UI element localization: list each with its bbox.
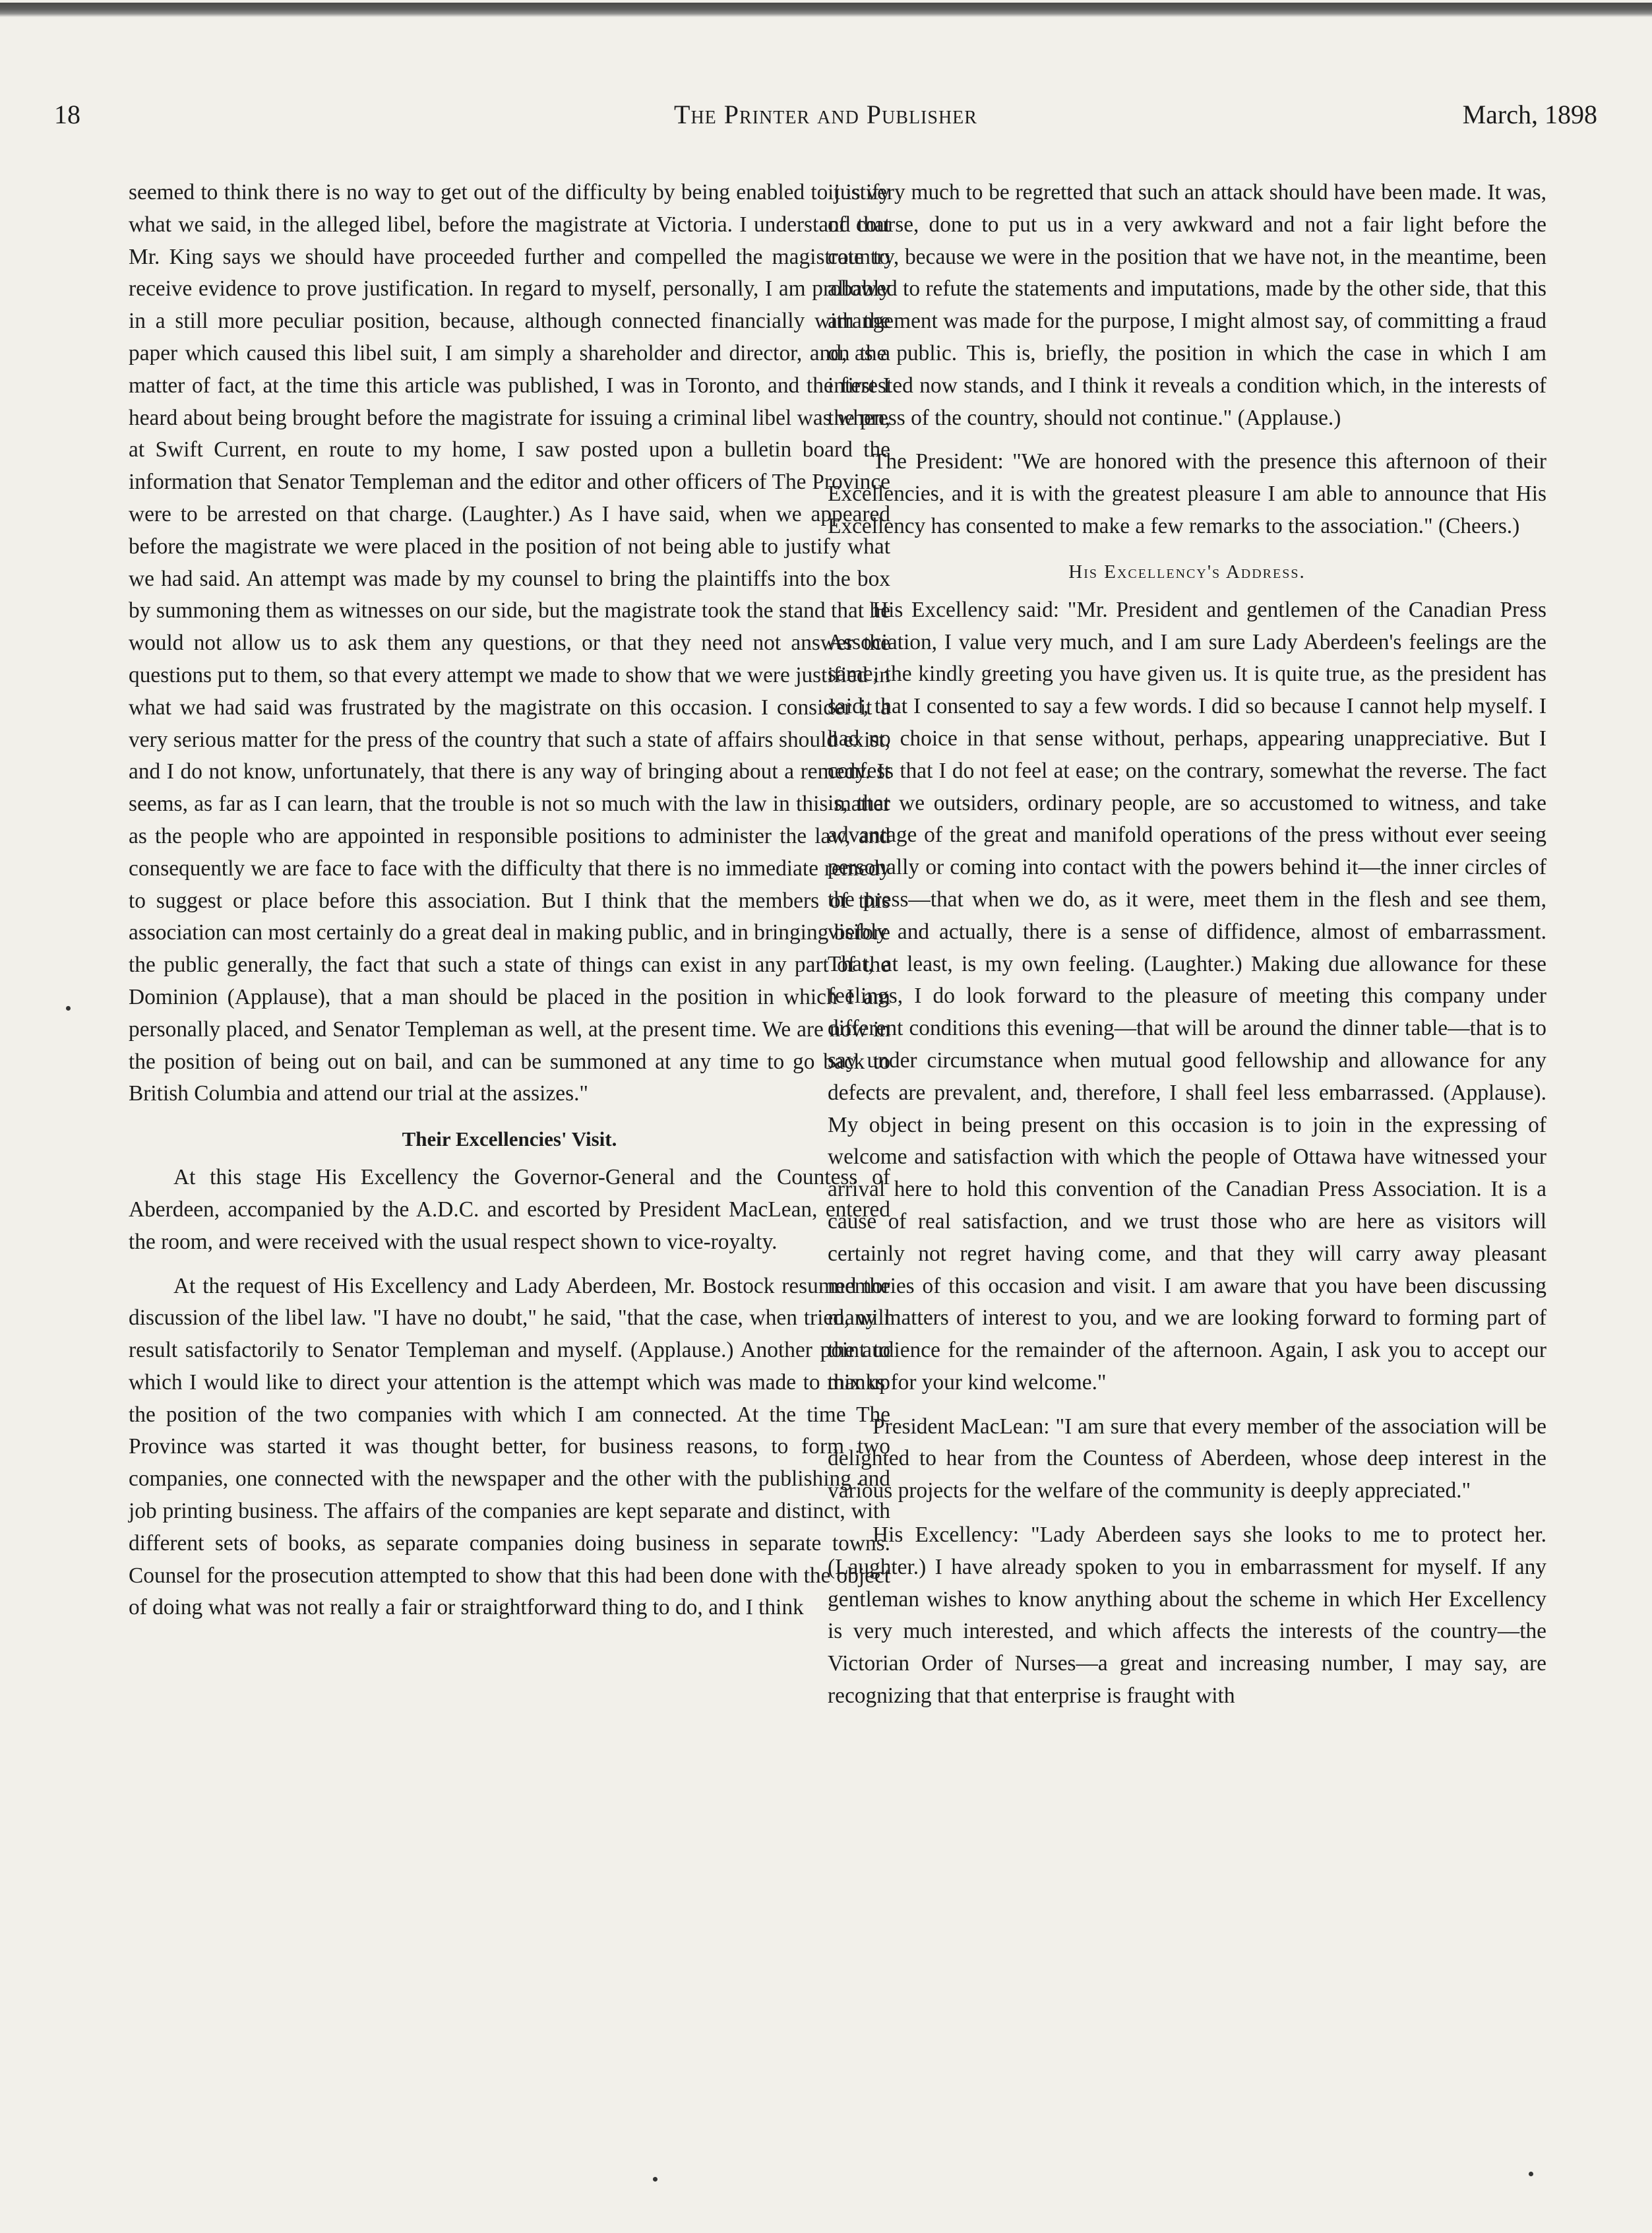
- page-number: 18: [54, 100, 80, 129]
- ink-speck: [66, 1006, 71, 1011]
- section-heading-address: His Excellency's Address.: [1068, 561, 1306, 582]
- paragraph: His Excellency: "Lady Aberdeen says she looks to me to protect her. (Laughter.) I have already spoken to you in embarrassment for myself. If any gentleman wishes to know anything about the scheme in which Her Excellency is very much interested, and which affects the interests of the country—the Victorian Order of Nurses—a great and increasing number, I may say, are recognizing that that enterprise is fraught with: [828, 1523, 1546, 1709]
- paragraph: President MacLean: "I am sure that every member of the association will be delighted to hear from the Countess of Aberdeen, whose deep interest in the various projects for the welfare of the community is deeply appreciated.": [828, 1414, 1546, 1503]
- ink-speck: [1529, 2172, 1533, 2176]
- paragraph: His Excellency said: "Mr. President and gentlemen of the Canadian Press Association, I value very much, and I am sure Lady Aberdeen's feelings are the same, the kindly greeting you have given us. It is quite true, as the president has said, that I consented to say a few words. I did so because I cannot help myself. I had no choice in that sense without, perhaps, appearing unappreciative. But I confess that I do not feel at ease; on the contrary, somewhat the reverse. The fact is, that we outsiders, ordinary people, are so accustomed to witness, and take advantage of the great and manifold operations of the press without ever seeing personally or coming into contact with the powers behind it—the inner circles of the press—that when we do, as it were, meet them in the flesh and see them, visibly and actually, there is a sense of diffidence, almost of embarrassment. That, at least, is my own feeling. (Laughter.) Making due allowance for these feelings, I do look forward to the pleasure of meeting this company under different conditions this evening—that will be around the dinner table—that is to say under circumstance when mutual good fellowship and allowance for any defects are prevalent, and, therefore, I shall feel less embarrassed. (Applause). My object in being present on this occasion is to join in the expressing of welcome and satisfaction with which the people of Ottawa have witnessed your arrival here to hold this convention of the Canadian Press Association. It is a cause of real satisfaction, and we trust those who are here as visitors will certainly not regret having come, and that they will carry away pleasant memories of this occasion and visit. I am aware that you have been discussing many matters of interest to you, and we are looking forward to forming part of the audience for the remainder of the afternoon. Again, I ask you to accept our thanks for your kind welcome.": [828, 597, 1546, 1395]
- top-border-rule: [0, 3, 1652, 17]
- paragraph: seemed to think there is no way to get out of the difficulty by being enabled to justify what we said, in the alleged libel, before the magistrate at Victoria. I understand that Mr. King says we should have proceeded further and compelled the magistrate to receive evidence to prove justification. In regard to myself, personally, I am probably in a still more peculiar position, because, although connected financially with the paper which caused this libel suit, I am simply a shareholder and director, and, as a matter of fact, at the time this article was published, I was in Toronto, and the first I heard about being brought before the magistrate for issuing a criminal libel was when, at Swift Current, en route to my home, I saw posted upon a bulletin board the information that Senator Templeman and the editor and other officers of The Province were to be arrested on that charge. (Laughter.) As I have said, when we appeared before the magistrate we were placed in the position of not being able to justify what we had said. An attempt was made by my counsel to bring the plaintiffs into the box by summoning them as witnesses on our side, but the magistrate took the stand that he would not allow us to ask them any questions, or that they need not answer the questions put to them, so that every attempt we made to show that we were justified in what we had said was frustrated by the magistrate on this occasion. I consider it a very serious matter for the press of the country that such a state of affairs should exist, and I do not know, unfortunately, that there is any way of bringing about a remedy. It seems, as far as I can learn, that the trouble is not so much with the law in this matter as the people who are appointed in responsible positions to administer the law, and consequently we are face to face with the difficulty that there is no immediate remedy to suggest or place before this association. But I think that the members of this association can most certainly do a great deal in making public, and in bringing before the public generally, the fact that such a state of things can exist in any part of the Dominion (Applause), that a man should be placed in the position in which I am personally placed, and Senator Templeman as well, at the present time. We are now in the position of being out on bail, and can be summoned at any time to go back to British Columbia and attend our trial at the assizes.": [129, 180, 890, 1106]
- paragraph: At this stage His Excellency the Governor-General and the Countess of Aberdeen, accompanied by the A.D.C. and escorted by President MacLean, entered the room, and were received with the usual respect shown to vice-royalty.: [129, 1165, 890, 1254]
- paragraph: At the request of His Excellency and Lady Aberdeen, Mr. Bostock resumed the discussion of the libel law. "I have no doubt," he said, "that the case, when tried, will result satisfactorily to Senator Templeman and myself. (Applause.) Another point to which I would like to direct your attention is the attempt which was made to mix up the position of the two companies with which I am connected. At the time The Province was started it was thought better, for business reasons, to form two companies, one connected with the newspaper and the other with the publishing and job printing business. The affairs of the companies are kept separate and distinct, with different sets of books, as separate companies doing business in separate towns. Counsel for the prosecution attempted to show that this had been done with the object of doing what was not really a fair or straightforward thing to do, and I think: [129, 1273, 890, 1620]
- ink-speck: [653, 2177, 658, 2182]
- page-header: [54, 99, 1597, 145]
- left-column: [129, 177, 890, 2202]
- issue-date: March, 1898: [1462, 100, 1597, 129]
- section-heading-visit: Their Excellencies' Visit.: [402, 1127, 617, 1151]
- journal-title: The Printer and Publisher: [674, 100, 977, 129]
- right-column: [828, 177, 1546, 2202]
- paragraph: The President: "We are honored with the presence this afternoon of their Excellencies, and it is with the greatest pleasure I am able to announce that His Excellency has consented to make a few remarks to the association." (Cheers.): [828, 449, 1546, 538]
- paragraph: it is very much to be regretted that such an attack should have been made. It was, of course, done to put us in a very awkward and not a fair light before the country, because we were in the position that we have not, in the meantime, been allowed to refute the statements and imputations, made by the other side, that this arrangement was made for the purpose, I might almost say, of committing a fraud on the public. This is, briefly, the position in which the case in which I am interested now stands, and I think it reveals a condition which, in the interests of the press of the country, should not continue." (Applause.): [828, 180, 1546, 430]
